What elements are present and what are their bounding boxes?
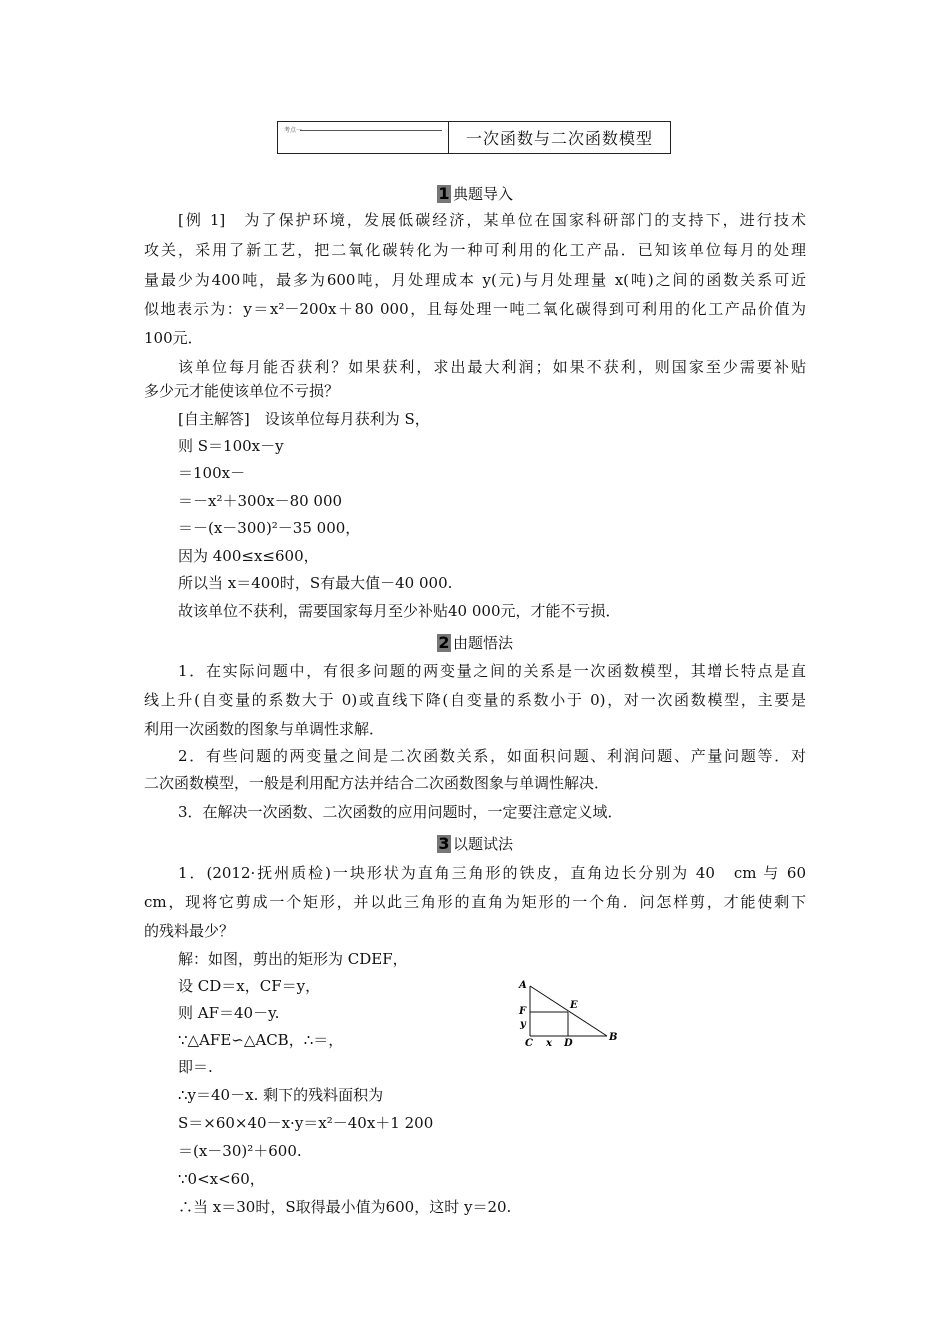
section-label-1: 典题导入	[452, 185, 513, 203]
section-number-2: 2	[438, 632, 450, 652]
practice-line: ∵0<x<60，	[178, 1170, 265, 1188]
solution-line: 所以当 x＝400时，S有最大值－40 000.	[178, 574, 453, 592]
label-a: A	[519, 980, 527, 991]
solution-line: 因为 400≤x≤600，	[178, 547, 319, 565]
label-y: y	[520, 1019, 526, 1030]
label-e: E	[570, 1000, 578, 1011]
practice-line: ∴y＝40－x. 剩下的残料面积为	[178, 1086, 384, 1104]
section-title-1	[0, 183, 950, 204]
label-d: D	[564, 1038, 573, 1048]
label-c: C	[525, 1038, 533, 1048]
section-number-1: 1	[438, 183, 450, 203]
solution-line: ＝－x²＋300x－80 000	[178, 492, 343, 510]
method-line: 2．有些问题的两变量之间是二次函数关系，如面积问题、利润问题、产量问题等．对	[178, 747, 806, 765]
label-b: B	[609, 1032, 618, 1043]
example-line: 量最少为400吨，最多为600吨，月处理成本 y(元)与月处理量 x(吨)之间的函数关系可近	[144, 271, 806, 289]
solution-line: 则 S＝100x－y	[178, 437, 284, 455]
practice-line: 1．(2012·抚州质检)一块形状为直角三角形的铁皮，直角边长分别为 40 cm 与 60	[178, 864, 806, 882]
practice-line: cm，现将它剪成一个矩形，并以此三角形的直角为矩形的一个角．问怎样剪，才能使剩下	[144, 893, 806, 911]
example-line: [例 1] 为了保护环境，发展低碳经济，某单位在国家科研部门的支持下，进行技术	[178, 211, 806, 229]
solution-line: [自主解答] 设该单位每月获利为 S，	[178, 410, 430, 428]
label-x: x	[546, 1038, 552, 1048]
method-line: 利用一次函数的图象与单调性求解．	[144, 720, 385, 738]
practice-line: 即＝.	[178, 1058, 213, 1076]
practice-line: 则 AF＝40－y.	[178, 1004, 280, 1022]
section-title-3	[0, 833, 950, 854]
practice-line: 解：如图，剪出的矩形为 CDEF，	[178, 950, 408, 968]
header-tag-cell	[278, 122, 449, 153]
triangle-rectangle-figure	[515, 978, 625, 1048]
practice-line: ＝(x－30)²＋600.	[178, 1142, 302, 1160]
header-tag: 考点一	[284, 127, 303, 134]
solution-line: 故该单位不获利，需要国家每月至少补贴40 000元，才能不亏损．	[178, 602, 621, 620]
label-f: F	[519, 1006, 527, 1017]
method-line: 二次函数模型，一般是利用配方法并结合二次函数图象与单调性解决．	[144, 774, 610, 792]
practice-line: ∵△AFE∽△ACB，∴＝，	[178, 1031, 344, 1049]
method-line: 3．在解决一次函数、二次函数的应用问题时，一定要注意定义域．	[178, 803, 623, 821]
section-label-3: 以题试法	[452, 835, 513, 853]
section-number-3: 3	[438, 833, 450, 853]
example-line: 似地表示为：y＝x²－200x＋80 000，且每处理一吨二氧化碳得到可利用的化工产品价值为	[144, 300, 806, 318]
practice-line: ∴当 x＝30时，S取得最小值为600，这时 y＝20.	[178, 1198, 512, 1216]
example-line: 攻关，采用了新工艺，把二氧化碳转化为一种可利用的化工产品．已知该单位每月的处理	[144, 241, 806, 259]
example-line: 多少元才能使该单位不亏损？	[144, 382, 340, 400]
practice-line: 设 CD＝x，CF＝y，	[178, 977, 321, 995]
method-line: 线上升(自变量的系数大于 0)或直线下降(自变量的系数小于 0)，对一次函数模型，主要是	[144, 691, 806, 709]
example-line: 该单位每月能否获利？如果获利，求出最大利润；如果不获利，则国家至少需要补贴	[178, 358, 806, 376]
header-rule	[300, 130, 442, 131]
practice-line: 的残料最少？	[144, 922, 235, 940]
section-title-2	[0, 632, 950, 653]
practice-line: S＝×60×40－x·y＝x²－40x＋1 200	[178, 1114, 434, 1132]
method-line: 1．在实际问题中，有很多问题的两变量之间的关系是一次函数模型，其增长特点是直	[178, 662, 806, 680]
header-title: 一次函数与二次函数模型	[465, 129, 653, 148]
solution-line: ＝－(x－300)²－35 000，	[178, 519, 361, 537]
example-line: 100元．	[144, 329, 203, 347]
solution-line: ＝100x－	[178, 464, 246, 482]
section-label-2: 由题悟法	[452, 634, 513, 652]
topic-header	[277, 121, 671, 154]
